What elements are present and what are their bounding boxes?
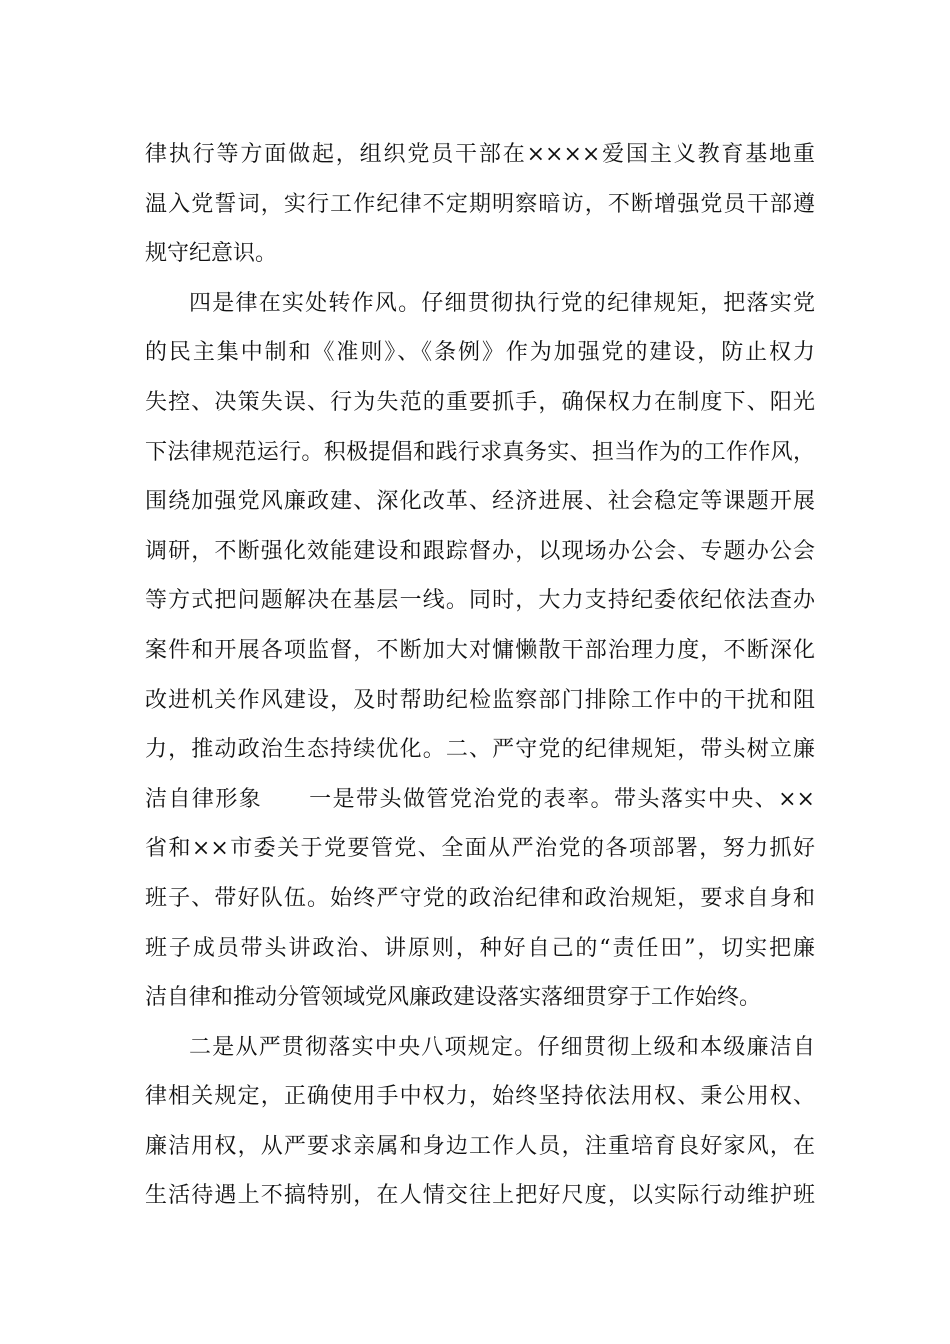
text-line: 案件和开展各项监督，不断加大对慵懒散干部治理力度，不断深化 [145,637,815,663]
text-line: 省和××市委关于党要管党、全面从严治党的各项部署，努力抓好 [145,836,815,862]
text-line: 调研，不断强化效能建设和跟踪督办，以现场办公会、专题办公会 [145,538,815,564]
text-line: 律相关规定，正确使用手中权力，始终坚持依法用权、秉公用权、 [145,1084,815,1110]
text-line: 班子成员带头讲政治、讲原则，种好自己的“责任田”，切实把廉 [145,935,815,961]
text-line: 围绕加强党风廉政建、深化改革、经济进展、社会稳定等课题开展 [145,489,815,515]
text-line: 生活待遇上不搞特别，在人情交往上把好尺度，以实际行动维护班 [145,1183,815,1209]
text-line: 洁自律形象 一是带头做管党治党的表率。带头落实中央、×× [145,786,815,812]
text-line: 温入党誓词，实行工作纪律不定期明察暗访，不断增强党员干部遵 [145,191,815,217]
text-line: 等方式把问题解决在基层一线。同时，大力支持纪委依纪依法查办 [145,588,815,614]
text-line: 廉洁用权，从严要求亲属和身边工作人员，注重培育良好家风，在 [145,1133,815,1159]
text-line: 洁自律和推动分管领域党风廉政建设落实落细贯穿于工作始终。 [145,985,762,1011]
text-line: 班子、带好队伍。始终严守党的政治纪律和政治规矩，要求自身和 [145,885,815,911]
text-line: 的民主集中制和《准则》、《条例》作为加强党的建设，防止权力 [145,340,815,366]
text-line: 失控、决策失误、行为失范的重要抓手，确保权力在制度下、阳光 [145,389,815,415]
text-line: 律执行等方面做起，组织党员干部在××××爱国主义教育基地重 [145,142,815,167]
text-line: 力，推动政治生态持续优化。二、严守党的纪律规矩，带头树立廉 [145,737,815,763]
document-body [145,130,815,1221]
text-line: 二是从严贯彻落实中央八项规定。仔细贯彻上级和本级廉洁自 [189,1034,815,1060]
text-line: 四是律在实处转作风。仔细贯彻执行党的纪律规矩，把落实党 [189,290,815,316]
text-line: 改进机关作风建设，及时帮助纪检监察部门排除工作中的干扰和阻 [145,687,815,713]
text-line: 规守纪意识。 [145,241,278,267]
text-line: 下法律规范运行。积极提倡和践行求真务实、担当作为的工作作风， [145,439,815,465]
